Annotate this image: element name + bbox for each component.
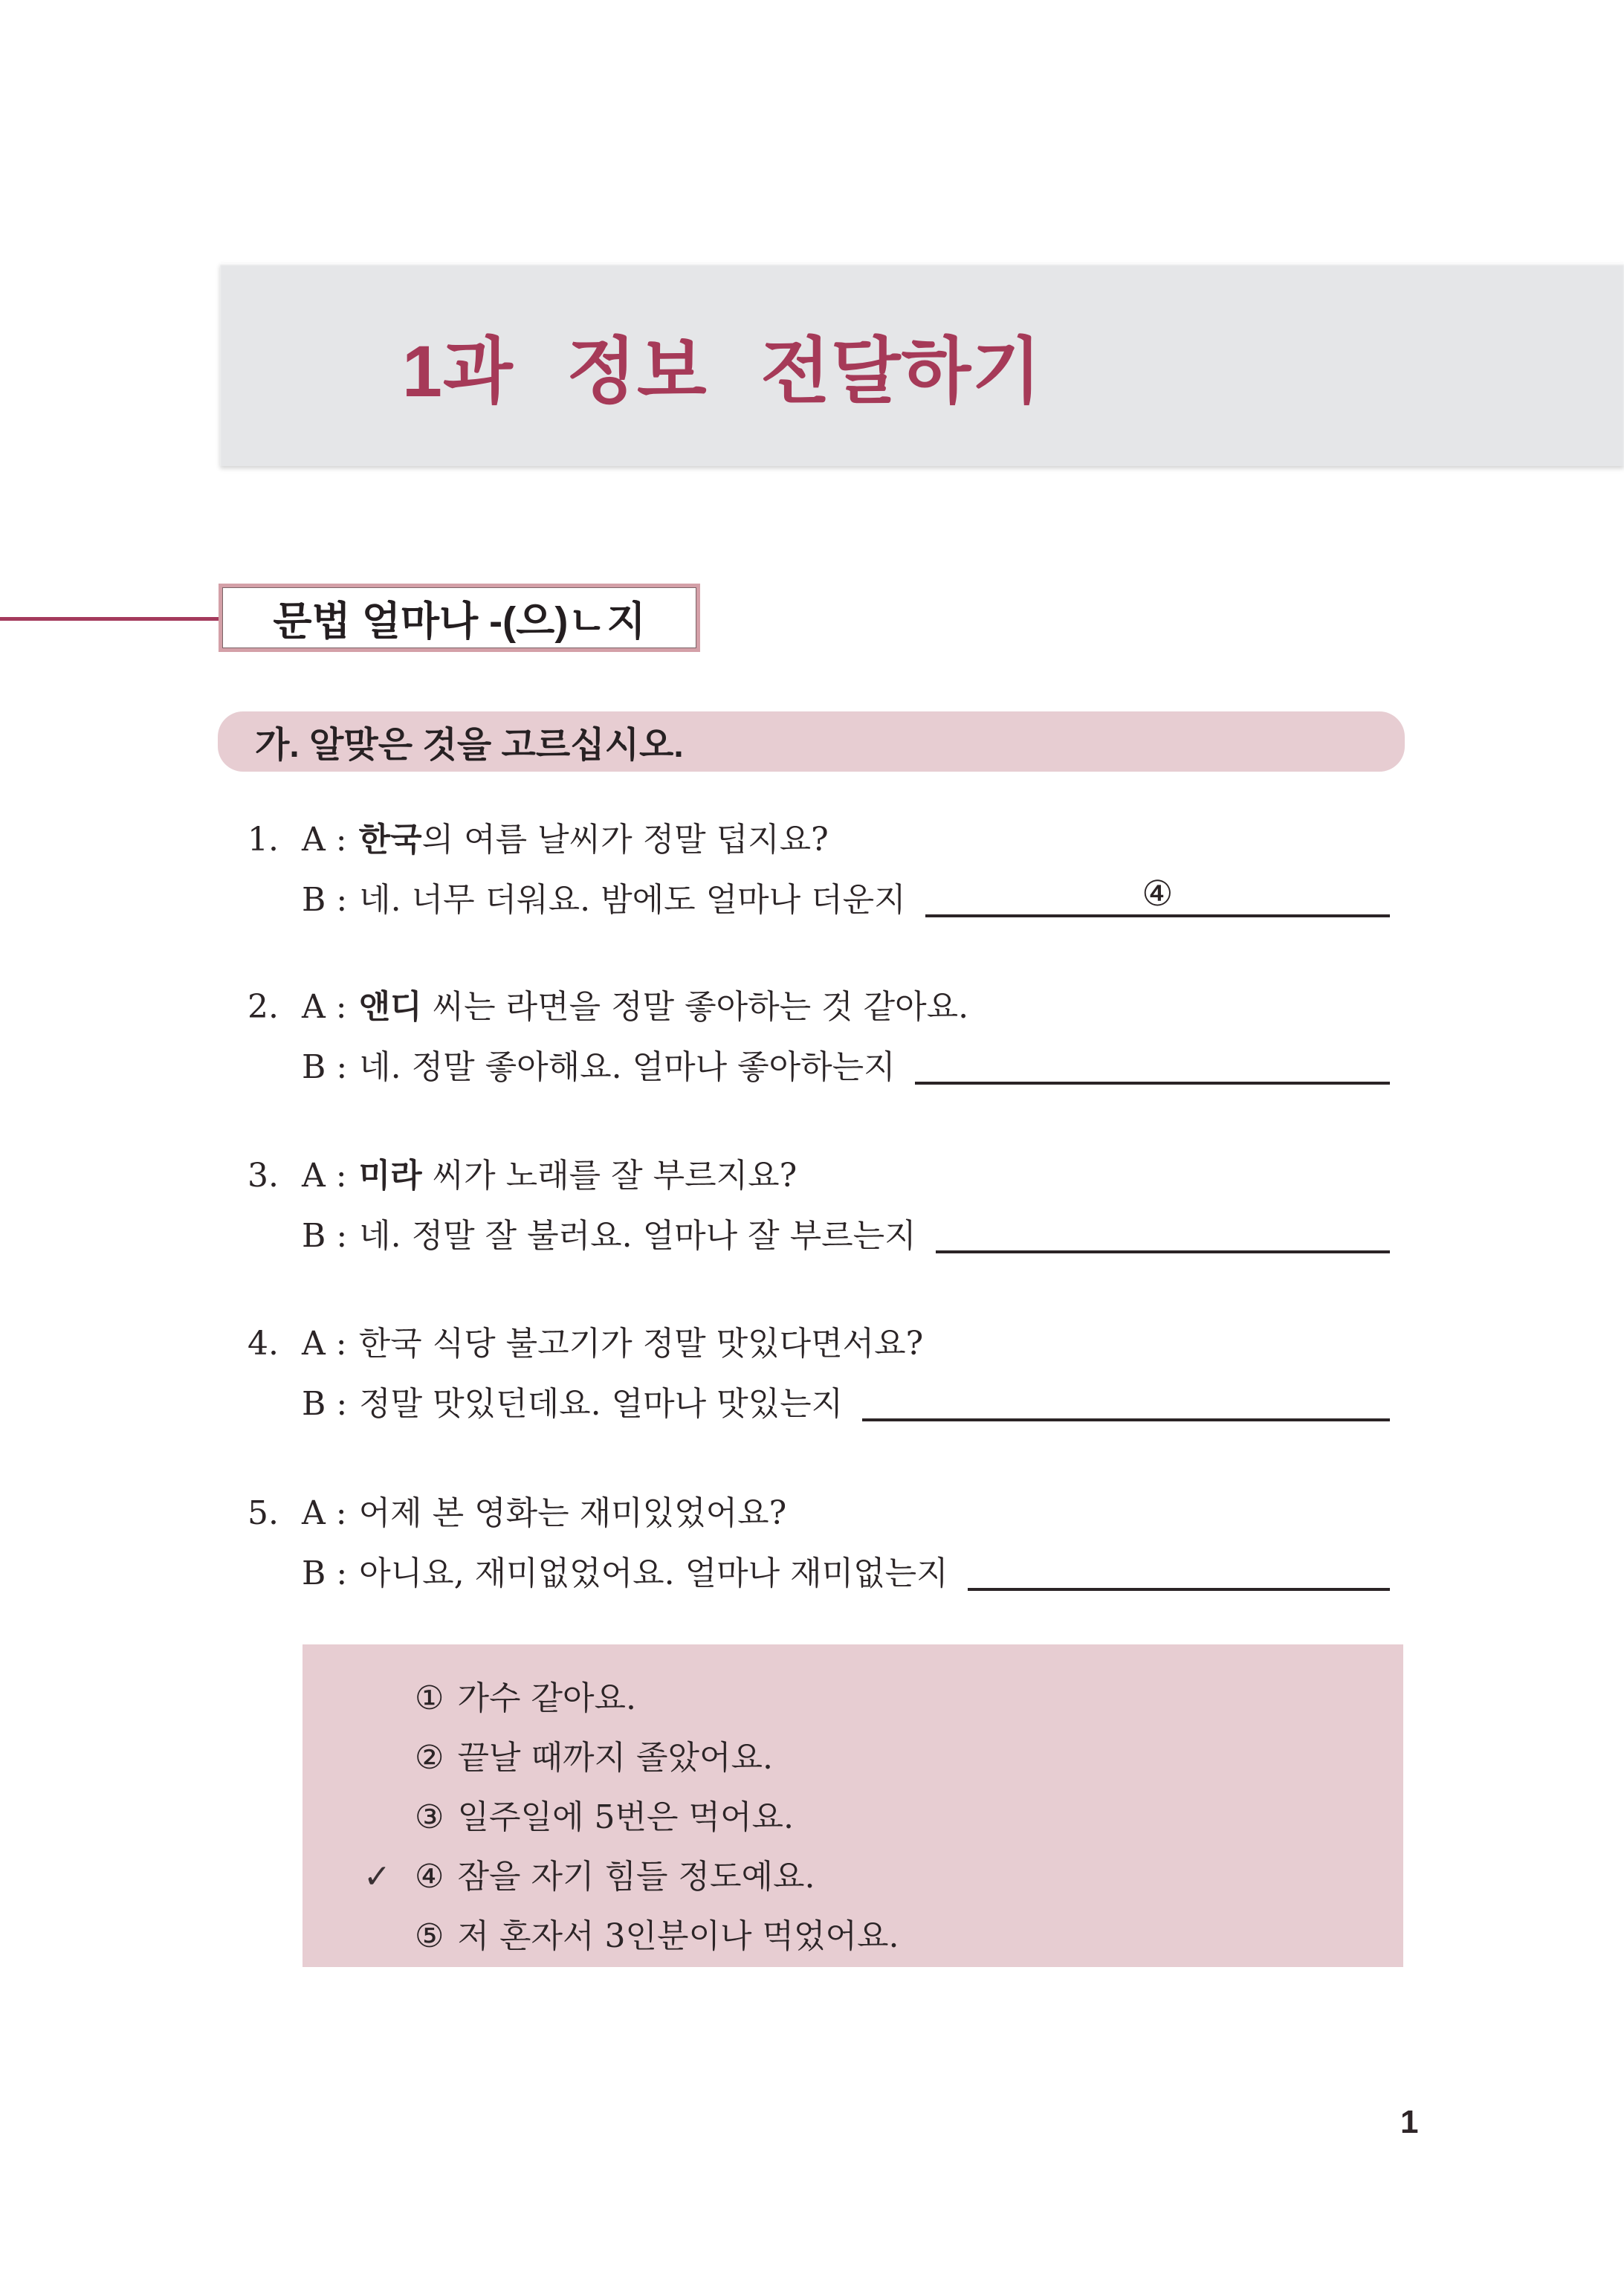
- answer-option-4: [303, 1847, 1403, 1907]
- option-text: 끝날 때까지 졸았어요.: [457, 1739, 773, 1777]
- answer-option-2: [303, 1728, 1403, 1788]
- question-number: 5.: [248, 1494, 279, 1532]
- answer-option-3: [303, 1788, 1403, 1847]
- question-4-line-a: [248, 1322, 1390, 1366]
- margin-rule-line: [0, 617, 220, 621]
- question-number: 1.: [248, 821, 279, 859]
- speaker-a-label: A :: [302, 821, 347, 859]
- question-text: 의 여름 날씨가 정말 덥지요?: [421, 821, 829, 859]
- grammar-label: 문법 얼마나 -(으)ㄴ지: [273, 598, 646, 644]
- question-text: 씨가 노래를 잘 부르지요?: [421, 1157, 798, 1195]
- speaker-b-label: B :: [302, 1217, 348, 1255]
- question-5-line-b: [302, 1546, 1390, 1596]
- answer-blank: [936, 1209, 1390, 1253]
- answer-choices-box: [303, 1644, 1403, 1967]
- question-text: 한국 식당 불고기가 정말 맛있다면서요?: [358, 1325, 924, 1363]
- option-number: ②: [415, 1739, 444, 1777]
- section-header-bar: [218, 711, 1405, 772]
- speaker-a-label: A :: [302, 1157, 347, 1195]
- response-text: 정말 맛있던데요. 얼마나 맛있는지: [359, 1385, 844, 1423]
- option-text: 일주일에 5번은 먹어요.: [457, 1798, 794, 1836]
- question-5: [248, 1491, 1390, 1596]
- question-1: [248, 818, 1390, 923]
- response-text: 네. 정말 잘 불러요. 얼마나 잘 부르는지: [359, 1217, 916, 1255]
- option-number: ③: [415, 1798, 444, 1836]
- option-number: ⑤: [415, 1917, 444, 1955]
- answer-blank: [862, 1377, 1390, 1421]
- filled-answer: ④: [1142, 874, 1174, 914]
- response-text: 네. 너무 더워요. 밤에도 얼마나 더운지: [359, 881, 906, 919]
- section-instruction: 가. 알맞은 것을 고르십시오.: [255, 726, 684, 765]
- question-2: [248, 985, 1390, 1090]
- lesson-banner: [220, 263, 1624, 466]
- answer-blank: [915, 1040, 1390, 1085]
- question-5-line-a: [248, 1491, 1390, 1536]
- question-text: 씨는 라면을 정말 좋아하는 것 같아요.: [421, 988, 969, 1026]
- speaker-b-label: B :: [302, 1048, 348, 1086]
- question-text: 어제 본 영화는 재미있었어요?: [358, 1494, 787, 1532]
- highlighted-word: 한국: [358, 821, 422, 859]
- question-number: 4.: [248, 1325, 279, 1363]
- question-1-line-b: [302, 873, 1390, 923]
- speaker-a-label: A :: [302, 1325, 347, 1363]
- response-text: 아니요, 재미없었어요. 얼마나 재미없는지: [359, 1554, 948, 1592]
- question-2-line-b: [302, 1040, 1390, 1090]
- response-text: 네. 정말 좋아해요. 얼마나 좋아하는지: [359, 1048, 896, 1086]
- highlighted-word: 앤디: [358, 988, 422, 1026]
- speaker-a-label: A :: [302, 1494, 347, 1532]
- speaker-b-label: B :: [302, 881, 348, 919]
- speaker-b-label: B :: [302, 1554, 348, 1592]
- question-number: 2.: [248, 988, 279, 1026]
- option-text: 가수 같아요.: [457, 1679, 636, 1717]
- speaker-b-label: B :: [302, 1385, 348, 1423]
- question-1-line-a: [248, 818, 1390, 862]
- question-number: 3.: [248, 1157, 279, 1195]
- grammar-box: [219, 584, 700, 652]
- answer-blank: [968, 1546, 1390, 1591]
- answer-option-5: [303, 1907, 1403, 1966]
- question-3: [248, 1154, 1390, 1259]
- answer-option-1: [303, 1669, 1403, 1728]
- option-text: 저 혼자서 3인분이나 먹었어요.: [457, 1917, 899, 1955]
- question-3-line-b: [302, 1209, 1390, 1259]
- answer-blank: [925, 873, 1390, 917]
- question-3-line-a: [248, 1154, 1390, 1198]
- question-4: [248, 1322, 1390, 1427]
- option-text: 잠을 자기 힘들 정도예요.: [457, 1858, 815, 1896]
- highlighted-word: 미라: [358, 1157, 422, 1195]
- check-mark: ✓: [363, 1858, 391, 1896]
- question-2-line-a: [248, 985, 1390, 1030]
- speaker-a-label: A :: [302, 988, 347, 1026]
- question-4-line-b: [302, 1377, 1390, 1427]
- lesson-title: 1과 정보 전달하기: [402, 330, 1043, 412]
- option-number: ①: [415, 1679, 444, 1717]
- option-number: ④: [415, 1858, 444, 1896]
- page-number: 1: [1400, 2104, 1419, 2140]
